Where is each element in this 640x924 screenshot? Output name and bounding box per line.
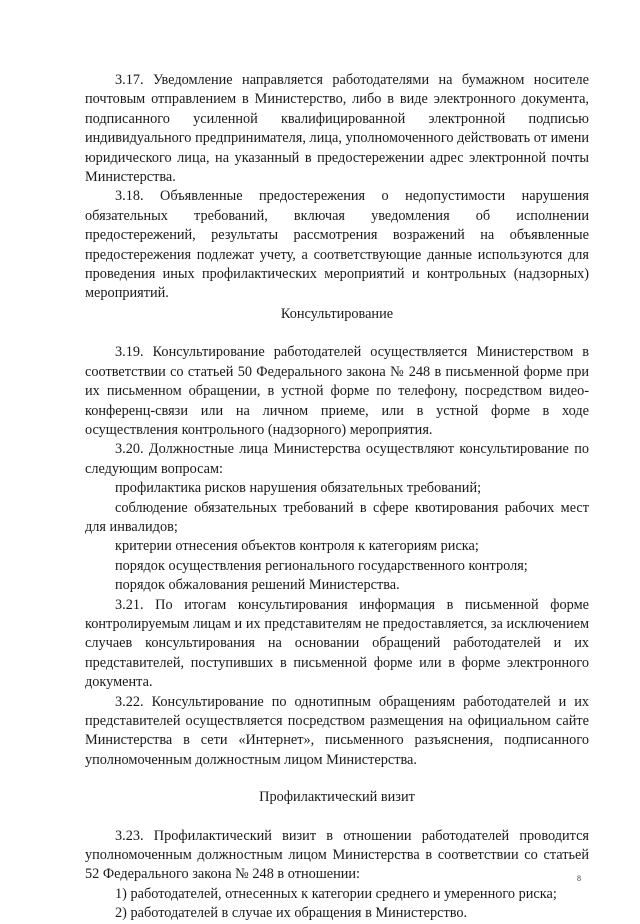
section-heading-consulting: Консультирование [280,305,394,322]
page-content [85,71,589,924]
paragraph-3-20: 3.20. Должностные лица Министерства осуществляют консультирование по следующим вопросам: [85,441,589,477]
page-number: 8 [577,874,581,883]
section-heading-preventive-visit: Профилактический визит [259,789,415,806]
list-item: порядок обжалования решений Министерства. [115,577,400,594]
paragraph-3-19: 3.19. Консультирование работодателей осуществляется Министерством в соответствии со статьей 50 Федерального закона № 248 в письменной форме при их письменном обращении, в устной форме по телефону, посредством видео-конференц-связи или на личном приеме, или в устной форме в ходе осуществления контрольного (надзорного) мероприятия. [85,344,589,438]
list-item: 2) работодателей в случае их обращения в Министерство. [115,905,468,922]
paragraph-3-23: 3.23. Профилактический визит в отношении работодателей проводится уполномоченным должностным лицом Министерства в соответствии со статьей 52 Федерального закона № 248 в отношении: [85,827,589,883]
list-item: критерии отнесения объектов контроля к категориям риска; [115,538,479,555]
paragraph-3-22: 3.22. Консультирование по однотипным обращениям работодателей и их представителей осуществляется посредством размещения на официальном сайте Министерства в сети «Интернет», письменного разъяснения, подписанного уполномоченным должностным лицом Министерства. [85,693,589,768]
paragraph-3-21: 3.21. По итогам консультирования информация в письменной форме контролируемым лицам и их представителям не предоставляется, за исключением случаев консультирования на основании обращений работодателей и их представителей, поступивших в письменной форме или в форме электронного документа. [85,596,589,691]
paragraph-3-17: 3.17. Уведомление направляется работодателями на бумажном носителе почтовым отправлением в Министерство, либо в виде электронного документа, подписанного усиленной квалифицированной электронной подписью индивидуального предпринимателя, лица, уполномоченного действовать от имени юридического лица, на указанный в предостережении адрес электронной почты Министерства. [85,72,589,186]
list-item: порядок осуществления регионального государственного контроля; [115,557,528,574]
list-item: соблюдение обязательных требований в сфере квотирования рабочих мест для инвалидов; [85,499,589,535]
list-item: 1) работодателей, отнесенных к категории среднего и умеренного риска; [115,885,557,902]
list-item: профилактика рисков нарушения обязательных требований; [115,480,482,497]
paragraph-3-18: 3.18. Объявленные предостережения о недопустимости нарушения обязательных требований, включая уведомления об исполнении предостережений, результаты рассмотрения возражений на объявленные предостережения подлежат учету, а соответствующие данные используются для проведения иных профилактических мероприятий и контрольных (надзорных) мероприятий. [85,188,589,302]
